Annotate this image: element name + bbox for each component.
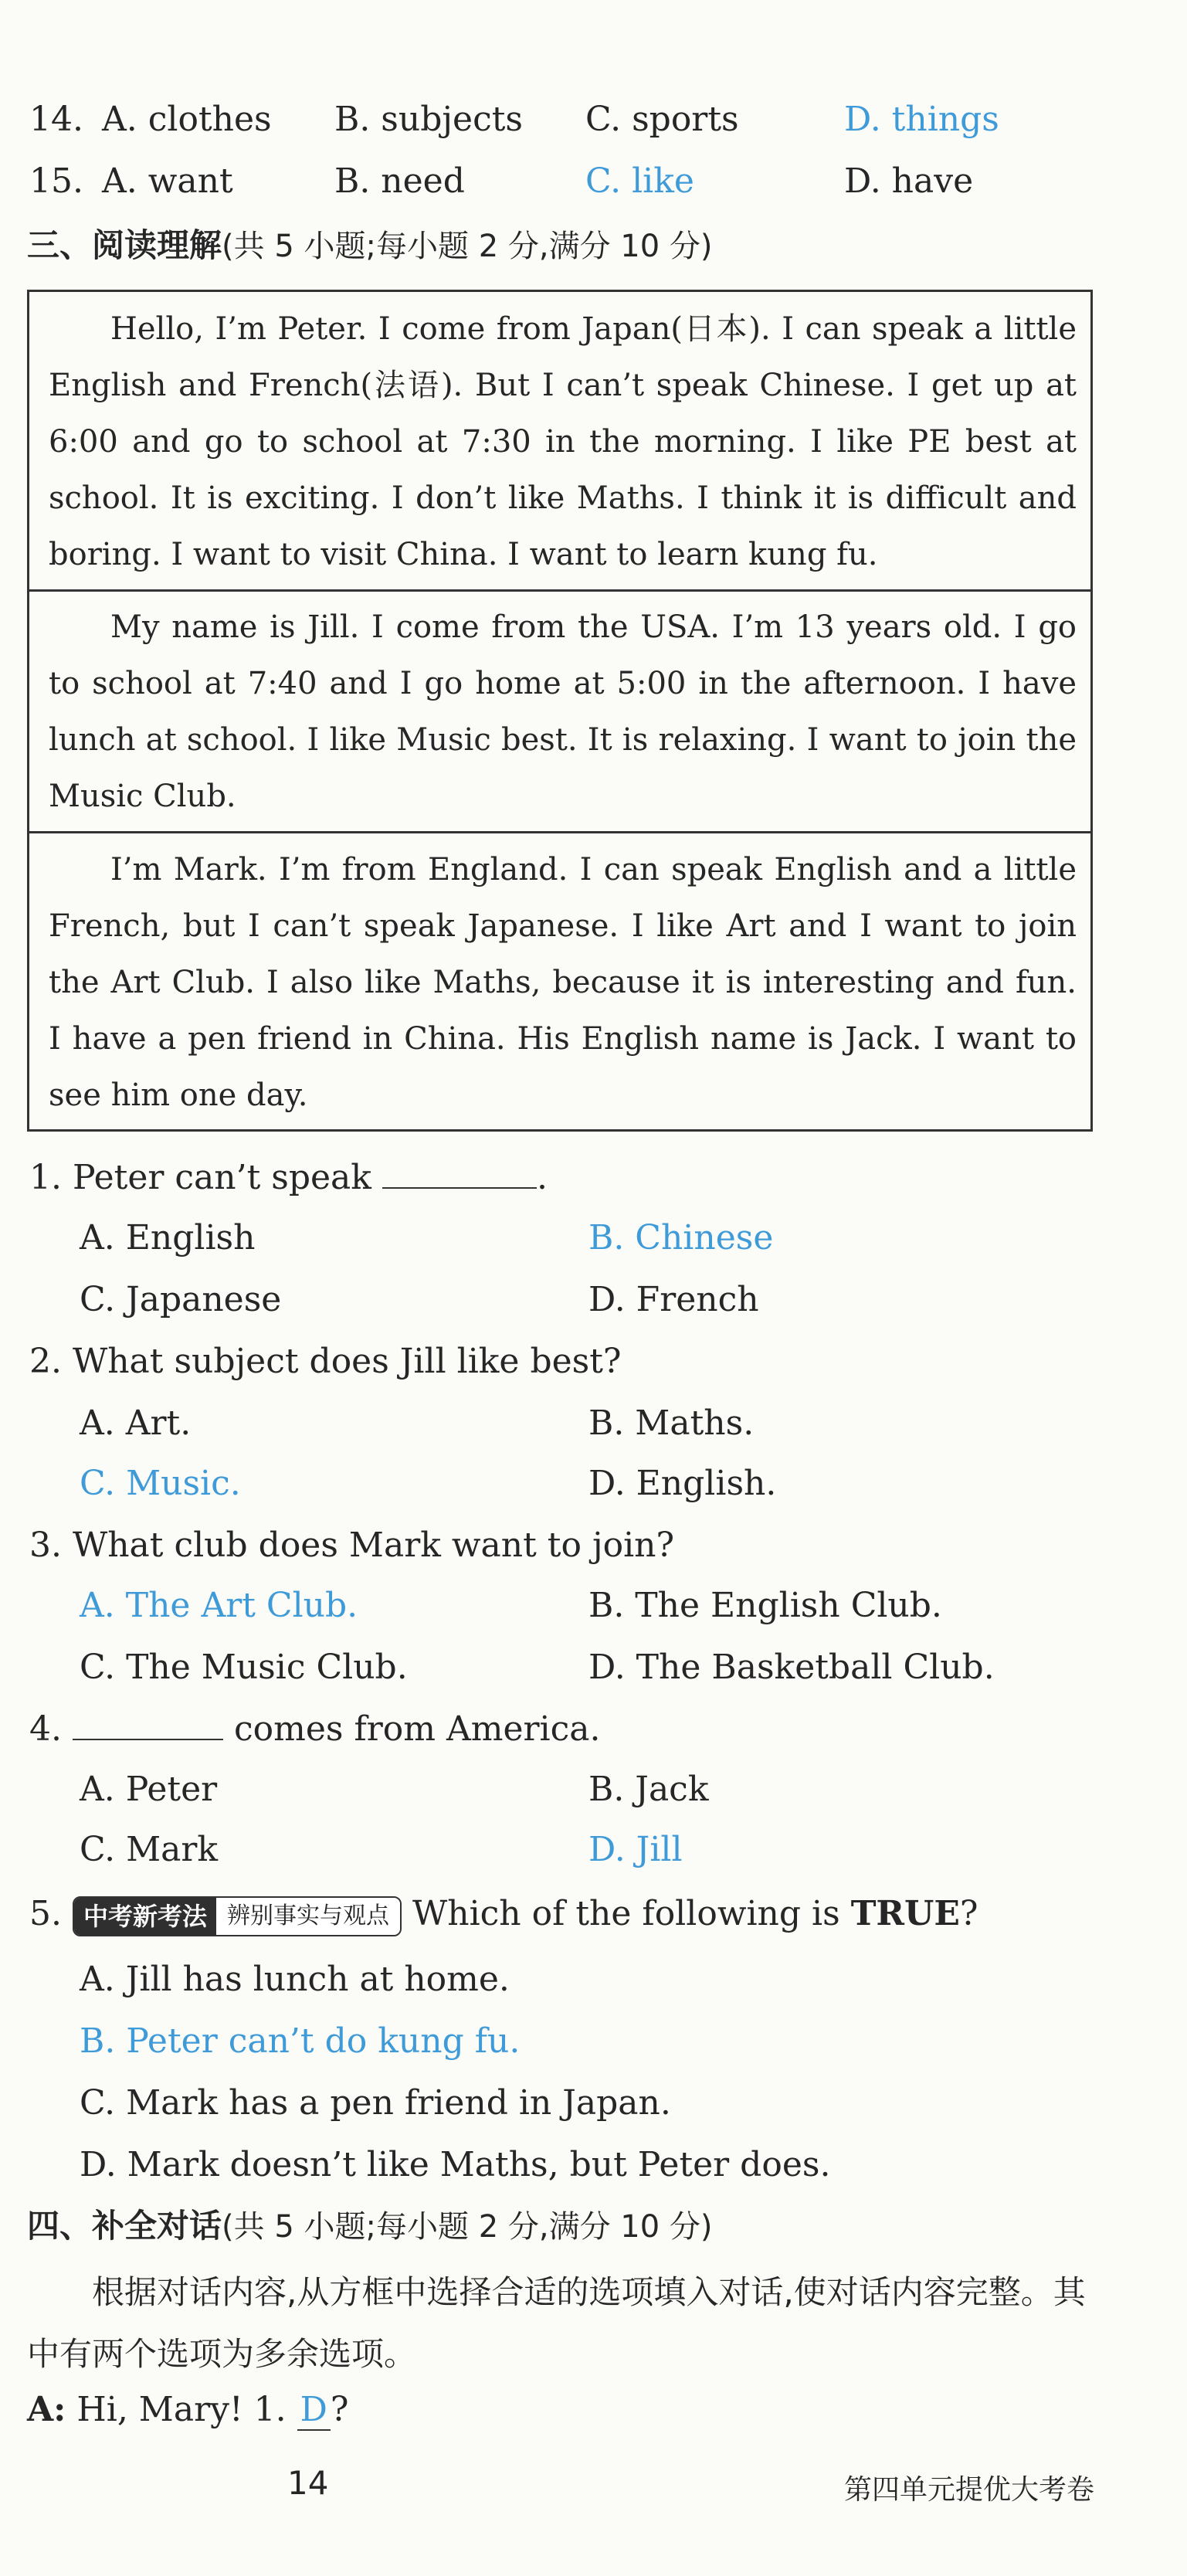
q1-option-c: C. Japanese	[80, 1280, 282, 1319]
passage-divider	[29, 831, 1090, 833]
question-end: .	[536, 1158, 548, 1197]
footer-unit-title: 第四单元提优大考卷	[843, 2474, 1094, 2506]
question-emphasis: TRUE	[850, 1894, 960, 1933]
passage-mark	[29, 842, 1090, 1124]
q14-option-b: B. subjects	[334, 100, 523, 139]
q3-option-a-answer: A. The Art Club.	[80, 1586, 358, 1625]
section4-heading	[27, 2203, 713, 2250]
dialog-answer: D	[297, 2390, 331, 2431]
question-text: What subject does Jill like best?	[72, 1342, 622, 1381]
q2-option-b: B. Maths.	[588, 1403, 755, 1443]
q14-number: 14.	[29, 100, 83, 139]
question-5-stem	[29, 1891, 978, 1937]
answer-blank	[73, 1708, 223, 1740]
q5-option-a: A. Jill has lunch at home.	[80, 1960, 510, 1999]
question-1-stem	[29, 1155, 548, 1201]
q3-option-c: C. The Music Club.	[80, 1648, 408, 1687]
passage-divider	[29, 589, 1090, 592]
q5-option-d: D. Mark doesn’t like Maths, but Peter does.	[80, 2145, 831, 2184]
passage-jill	[29, 599, 1090, 825]
section3-heading	[27, 222, 713, 270]
question-text: Which of the following is	[412, 1894, 851, 1933]
q1-option-b-answer: B. Chinese	[588, 1218, 774, 1257]
q1-option-d: D. French	[588, 1280, 759, 1319]
section4-instructions-text: 根据对话内容,从方框中选择合适的选项填入对话,使对话内容完整。其中有两个选项为多余选项。	[27, 2273, 1086, 2373]
dialog-text: Hi, Mary! 1.	[66, 2390, 297, 2429]
q4-option-b: B. Jack	[588, 1770, 709, 1809]
dialog-line-1	[27, 2387, 348, 2433]
new-exam-method-tag	[73, 1896, 402, 1936]
q5-option-c: C. Mark has a pen friend in Japan.	[80, 2083, 671, 2123]
question-2-stem	[29, 1339, 622, 1385]
question-3-stem	[29, 1522, 674, 1569]
q15-option-d: D. have	[844, 161, 974, 201]
q2-option-c-answer: C. Music.	[80, 1464, 241, 1503]
q4-option-c: C. Mark	[80, 1830, 219, 1869]
section4-title: 四、补全对话	[27, 2207, 222, 2245]
section3-subtitle: (共 5 小题;每小题 2 分,满分 10 分)	[222, 229, 713, 264]
passage-peter	[29, 301, 1090, 583]
question-text: What club does Mark want to join?	[72, 1526, 675, 1565]
question-number: 5.	[29, 1894, 62, 1933]
question-number: 2.	[29, 1342, 62, 1381]
q2-option-d: D. English.	[588, 1464, 777, 1503]
passage-mark-text: I’m Mark. I’m from England. I can speak English and a little French, but I can’t speak Japanese. I like Art and I want to join the Art Club. I also like Maths, because it is interesting and fun. I have a pen friend in China. His English name is Jack. I want to see him one day.	[49, 852, 1077, 1113]
dialog-speaker: A:	[27, 2390, 66, 2429]
question-4-stem	[29, 1706, 600, 1753]
q15-option-a: A. want	[102, 161, 233, 201]
question-end: ?	[959, 1894, 978, 1933]
tag-description: 辨别事实与观点	[216, 1898, 400, 1935]
q4-option-d-answer: D. Jill	[588, 1830, 683, 1869]
passage-peter-text: Hello, I’m Peter. I come from Japan(日本). I can speak a little English and French(法语). But I can’t speak Chinese. I get up at 6:00 and go to school at 7:30 in the morning. I like PE best at school. It is exciting. I don’t like Maths. I think it is difficult and boring. I want to visit China. I want to learn kung fu.	[49, 311, 1077, 572]
question-text: comes from America.	[233, 1709, 601, 1749]
section3-title: 三、阅读理解	[27, 226, 222, 264]
section4-subtitle: (共 5 小题;每小题 2 分,满分 10 分)	[222, 2209, 713, 2245]
reading-passages-box	[27, 290, 1093, 1132]
q4-option-a: A. Peter	[80, 1770, 218, 1809]
tag-label: 中考新考法	[74, 1898, 216, 1935]
passage-jill-text: My name is Jill. I come from the USA. I’m 13 years old. I go to school at 7:40 and I go home at 5:00 in the afternoon. I have lunch at school. I like Music best. It is relaxing. I want to join the Music Club.	[49, 609, 1077, 814]
answer-blank	[382, 1156, 537, 1189]
q14-option-c: C. sports	[585, 100, 739, 139]
page-number: 14	[287, 2464, 329, 2502]
q3-option-b: B. The English Club.	[588, 1586, 942, 1625]
q14-option-a: A. clothes	[102, 100, 272, 139]
q3-option-d: D. The Basketball Club.	[588, 1648, 995, 1687]
question-text: Peter can’t speak	[72, 1158, 371, 1197]
question-number: 1.	[29, 1158, 62, 1197]
question-number: 3.	[29, 1526, 62, 1565]
q15-number: 15.	[29, 161, 83, 201]
q15-option-c-answer: C. like	[585, 161, 694, 201]
q5-option-b-answer: B. Peter can’t do kung fu.	[80, 2021, 521, 2061]
question-number: 4.	[29, 1709, 62, 1749]
q2-option-a: A. Art.	[80, 1403, 192, 1443]
q14-option-d-answer: D. things	[844, 100, 999, 139]
q15-option-b: B. need	[334, 161, 465, 201]
section4-instructions	[27, 2262, 1093, 2385]
dialog-end: ?	[330, 2390, 349, 2429]
q1-option-a: A. English	[80, 1218, 256, 1257]
